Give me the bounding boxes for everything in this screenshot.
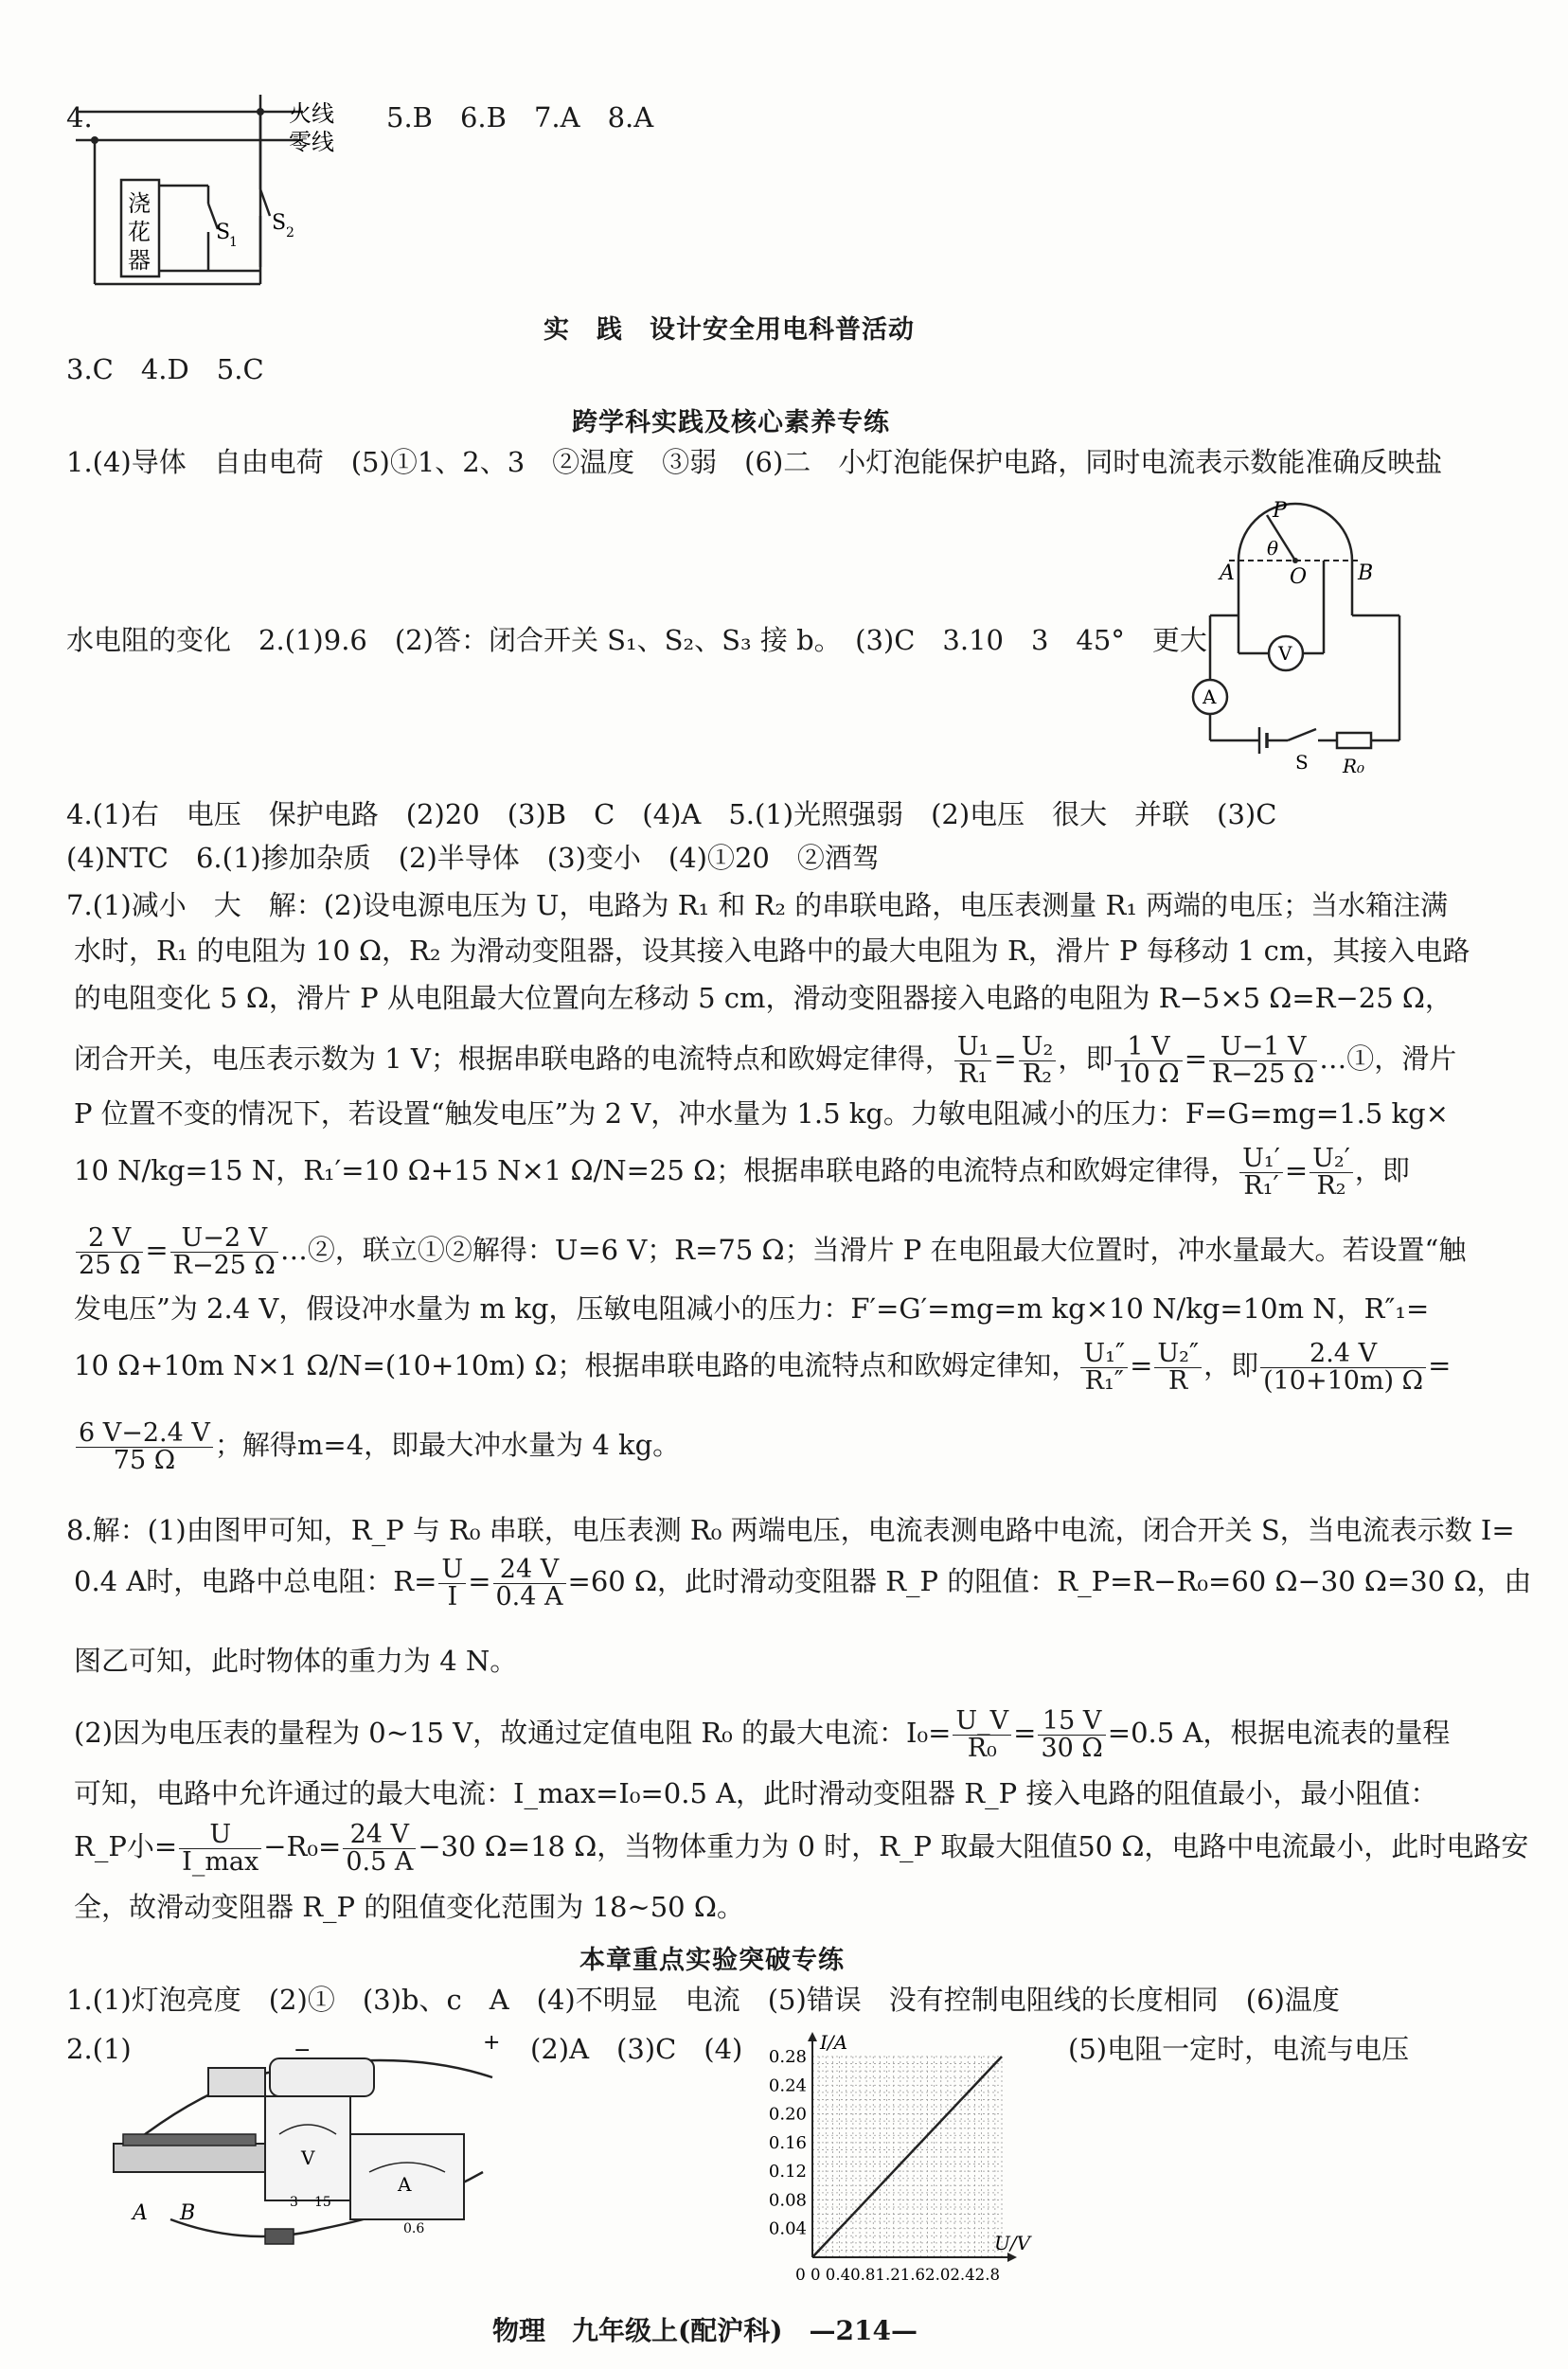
answer-4-label: 4. xyxy=(66,101,93,134)
watering-circuit-figure xyxy=(76,95,388,294)
rheostat-a-label: A xyxy=(133,2201,148,2225)
q7-line7: $\frac{2 V}{25 \Omega}$ = $\frac{U-2 V}{R-25 \Omega}$ …②，联立①②解得：U=6 V；R=75 Ω；当滑片 P 在电阻最大位置时，冲水量最大。若设置“触 xyxy=(74,1221,1466,1279)
q7-line5: P 位置不变的情况下，若设置“触发电压”为 2 V，冲水量为 1.5 kg。力敏电阻减小的压力：F=G=mg=1.5 kg× xyxy=(74,1097,1449,1130)
voltmeter-label: V xyxy=(301,2146,315,2169)
q7-line2: 水时，R₁ 的电阻为 10 Ω，R₂ 为滑动变阻器，设其接入电路中的最大电阻为 R，滑片 P 每移动 1 cm，其接入电路 xyxy=(74,935,1470,967)
apparatus-figure xyxy=(104,2030,502,2248)
q8-line3: 图乙可知，此时物体的重力为 4 N。 xyxy=(74,1645,518,1677)
page-footer: 物理 九年级上(配沪科) —214— xyxy=(492,2315,918,2346)
voltmeter-15: 15 xyxy=(314,2195,331,2210)
sec1-answers: 3.C 4.D 5.C xyxy=(66,353,264,385)
label-theta: θ xyxy=(1267,537,1279,560)
voltmeter-symbol: V xyxy=(1278,642,1292,665)
switch-s1-label: S xyxy=(216,221,231,244)
device-char-2: 花 xyxy=(128,219,151,245)
x-axis-label: U/V xyxy=(994,2232,1031,2254)
x-tick-labels: 0 0.40.81.21.62.02.42.8 xyxy=(811,2266,1000,2282)
device-char-3: 器 xyxy=(128,247,151,274)
q8-line7: 全，故滑动变阻器 R_P 的阻值变化范围为 18~50 Ω。 xyxy=(74,1891,744,1923)
device-char-1: 浇 xyxy=(128,190,151,217)
q7-line10: $\frac{6 V-2.4 V}{75 \Omega}$ ；解得m=4，即最大冲水量为 4 kg。 xyxy=(74,1416,680,1474)
ammeter-symbol: A xyxy=(1203,686,1217,708)
rheostat-b-label: B xyxy=(180,2201,196,2225)
sec3-q2-answers: (2)A (3)C (4) xyxy=(530,2033,743,2065)
label-r0: R₀ xyxy=(1343,755,1365,776)
q7-line9: 10 Ω+10m N×1 Ω/N=(10+10m) Ω；根据串联电路的电流特点和欧姆定律知， $\frac{\text{U₁″}}{\text{R₁″}}$ = $\frac{\text{U₂″}}{R}$ ，即 $\frac{2.4 V}{(10+10m) \Omega}$ = xyxy=(74,1338,1452,1396)
label-p: P xyxy=(1273,499,1287,523)
q8-line1: 8.解：(1)由图甲可知，R_P 与 R₀ 串联，电压表测 R₀ 两端电压，电流表测电路中电流，闭合开关 S，当电流表示数 I= xyxy=(66,1514,1515,1546)
ammeter-label: A xyxy=(398,2173,412,2196)
section-title-experiment: 本章重点实验突破专练 xyxy=(579,1946,845,1975)
label-a: A xyxy=(1220,561,1235,585)
y-axis-label: I/A xyxy=(820,2031,848,2054)
battery-plus: + xyxy=(483,2031,501,2055)
live-wire-label: 火线 xyxy=(289,100,334,127)
q8-line2: 0.4 A时，电路中总电阻：R= $\frac{U}{I}$ = $\frac{24 V}{0.4 A}$ =60 Ω，此时滑动变阻器 R_P 的阻值：R_P=R−R₀=60 Ω−30 Ω=30 Ω，由 xyxy=(74,1554,1532,1612)
resistance-circuit-figure xyxy=(1155,492,1430,776)
switch-s2-sub: 2 xyxy=(286,225,294,240)
sec2-line3: 4.(1)右 电压 保护电路 (2)20 (3)B C (4)A 5.(1)光照强弱 (2)电压 很大 并联 (3)C xyxy=(66,798,1277,830)
section-title-cross: 跨学科实践及核心素养专练 xyxy=(572,408,890,437)
y-tick-label: 0.04 xyxy=(768,2218,807,2239)
q8-line4: (2)因为电压表的量程为 0~15 V，故通过定值电阻 R₀ 的最大电流：I₀= $\frac{U\_V}{\text{R₀}}$ = $\frac{15 V}{30 \Omega}$ =0.5 A，根据电流表的量程 xyxy=(74,1705,1451,1763)
iu-chart xyxy=(757,2026,1032,2282)
q7-line4: 闭合开关，电压表示数为 1 V；根据串联电路的电流特点和欧姆定律得， $\frac{\text{U₁}}{\text{R₁}}$ = $\frac{\text{U₂}}{\text{R₂}}$ ，即 $\frac{1 V}{10 \Omega}$ = $\frac{U-1 V}{R-25 \Omega}$ …①，滑片 xyxy=(74,1031,1457,1089)
y-tick-labels xyxy=(769,2047,807,2239)
q7-line6: 10 N/kg=15 N，R₁′=10 Ω+15 N×1 Ω/N=25 Ω；根据串联电路的电流特点和欧姆定律得， $\frac{\text{U₁′}}{\text{R₁′}}$ = $\frac{\text{U₂′}}{\text{R₂}}$ ，即 xyxy=(74,1143,1410,1201)
q7-line3: 的电阻变化 5 Ω，滑片 P 从电阻最大位置向左移动 5 cm，滑动变阻器接入电路的电阻为 R−5×5 Ω=R−25 Ω， xyxy=(74,982,1452,1014)
voltmeter-3: 3 xyxy=(290,2195,298,2210)
section-title-practice: 实 践 设计安全用电科普活动 xyxy=(543,315,915,345)
y-axis-arrow xyxy=(808,2032,817,2041)
switch-s2-label: S xyxy=(272,211,287,235)
sec3-q2-tail: (5)电阻一定时，电流与电压 xyxy=(1068,2033,1410,2065)
q8-line5: 可知，电路中允许通过的最大电流：I_max=I₀=0.5 A，此时滑动变阻器 R_P 接入电路的阻值最小，最小阻值： xyxy=(74,1777,1438,1809)
sec2-line4: (4)NTC 6.(1)掺加杂质 (2)半导体 (3)变小 (4)①20 ②酒驾 xyxy=(66,842,880,874)
answers-5-8: 5.B 6.B 7.A 8.A xyxy=(386,101,654,134)
ammeter-06: 0.6 xyxy=(403,2221,425,2236)
label-b: B xyxy=(1358,561,1374,585)
label-o: O xyxy=(1290,565,1308,589)
sec2-line1: 1.(4)导体 自由电荷 (5)①1、2、3 ②温度 ③弱 (6)二 小灯泡能保护电路，同时电流表示数能准确反映盐 xyxy=(66,446,1443,478)
battery-minus: − xyxy=(294,2039,312,2062)
y-tick-label: 0.24 xyxy=(768,2075,807,2096)
q7-line8: 发电压”为 2.4 V，假设冲水量为 m kg，压敏电阻减小的压力：F′=G′=mg=m kg×10 N/kg=10m N，R″₁= xyxy=(74,1292,1430,1325)
sec3-line1: 1.(1)灯泡亮度 (2)① (3)b、c A (4)不明显 电流 (5)错误 没有控制电阻线的长度相同 (6)温度 xyxy=(66,1984,1340,2016)
y-tick-label: 0.08 xyxy=(768,2190,807,2211)
sec2-line2: 水电阻的变化 2.(1)9.6 (2)答：闭合开关 S₁、S₂、S₃ 接 b。 (3)C 3.10 3 45° 更大 xyxy=(66,624,1207,656)
switch-s1-sub: 1 xyxy=(229,235,238,250)
y-tick-label: 0.28 xyxy=(768,2047,807,2067)
origin-label: 0 xyxy=(795,2266,806,2282)
sec3-q2-label: 2.(1) xyxy=(66,2033,132,2065)
y-tick-label: 0.12 xyxy=(768,2162,807,2182)
y-tick-label: 0.20 xyxy=(768,2104,807,2125)
neutral-wire-label: 零线 xyxy=(289,129,334,155)
q7-line1: 7.(1)减小 大 解：(2)设电源电压为 U，电路为 R₁ 和 R₂ 的串联电路，电压表测量 R₁ 两端的电压；当水箱注满 xyxy=(66,889,1449,921)
q8-line6: R_P小= $\frac{U}{I\_\max}$ −R₀= $\frac{24 V}{0.5 A}$ −30 Ω=18 Ω，当物体重力为 0 时，R_P 取最大阻值50 Ω，电路中电流最小，此时电路安 xyxy=(74,1819,1529,1877)
label-s: S xyxy=(1295,751,1309,774)
y-tick-label: 0.16 xyxy=(768,2132,807,2153)
